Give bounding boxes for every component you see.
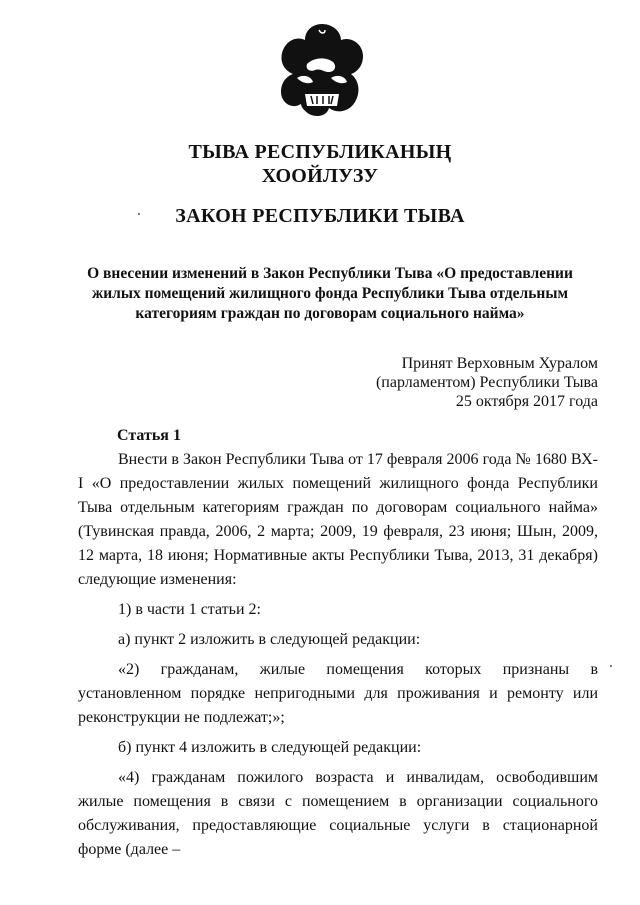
accepted-block	[376, 354, 598, 411]
article-body	[78, 448, 598, 868]
accepted-line-2: (парламентом) Республики Тыва	[375, 374, 598, 391]
scan-speck	[610, 665, 612, 667]
law-subject: О внесении изменений в Закон Республики Тыва «О предоставлении жилых помещений жилищного фонда Республики Тыва отдельным категориям граждан по договорам социального найма»	[87, 265, 573, 322]
law-title: ЗАКОН РЕСПУБЛИКИ ТЫВА	[175, 205, 465, 227]
article-paragraph: б) пункт 4 изложить в следующей редакции:	[118, 739, 422, 756]
accepted-date: 25 октября 2017 года	[455, 393, 598, 410]
article-paragraph: «4) гражданам пожилого возраста и инвалидам, освободившим жилые помещения в связи с помещением в организации социального обслуживания, предоставляющие социальные услуги в стационарной форме (далее –	[78, 769, 598, 858]
article-paragraph: 1) в части 1 статьи 2:	[118, 601, 261, 618]
article-paragraph: «2) гражданам, жилые помещения которых признаны в установленном порядке непригодными для проживания и ремонту или реконструкции не подлежат;»;	[78, 661, 598, 726]
article-paragraph: Внести в Закон Республики Тыва от 17 февраля 2006 года № 1680 ВХ-I «О предоставлении жилых помещений жилищного фонда Республики Тыва отдельным категориям граждан по договорам социального найма» (Тувинская правда, 2006, 2 марта; 2009, 19 февраля, 23 июня; Шын, 2009, 12 марта, 18 июня; Нормативные акты Республики Тыва, 2013, 31 декабря) следующие изменения:	[78, 451, 598, 588]
header-line-1: ТЫВА РЕСПУБЛИКАНЫҢ	[188, 141, 452, 163]
header-line-2: ХООЙЛУЗУ	[261, 165, 379, 187]
article-title: Статья 1	[117, 427, 181, 444]
article-paragraph: а) пункт 2 изложить в следующей редакции:	[118, 631, 421, 648]
tuva-emblem-icon	[275, 20, 369, 122]
scan-speck	[138, 213, 140, 215]
accepted-line-1: Принят Верховным Хуралом	[401, 355, 598, 372]
